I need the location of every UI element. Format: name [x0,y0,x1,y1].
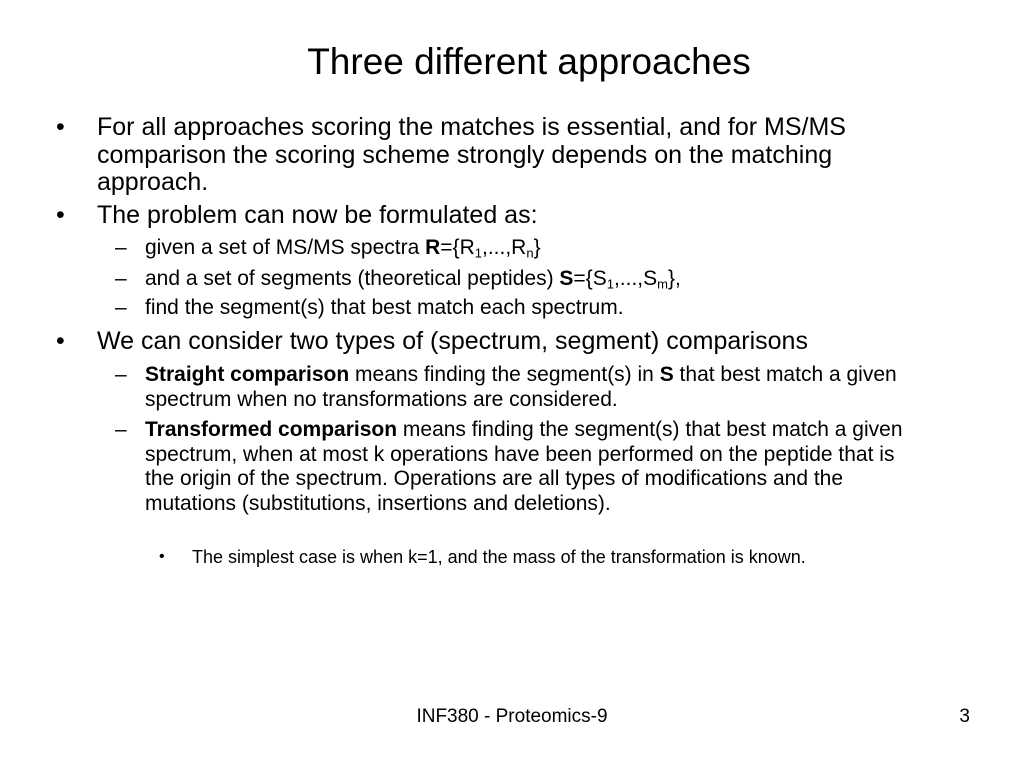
bold-term: Transformed comparison [145,418,398,441]
bold-term: Straight comparison [145,363,350,386]
text: }, [668,267,681,290]
bold-symbol: S [559,267,574,290]
dash-icon: – [115,236,127,259]
subbullet-straight [115,363,925,412]
subbullet-segments [115,267,925,292]
text: that best match a given spectrum when no transformations are considered. [145,363,897,411]
dash-icon: – [115,418,127,441]
subbullet-transformed [115,418,925,516]
text: given a set of MS/MS spectra [145,236,426,259]
subbullet-spectra [115,236,925,261]
text: and a set of segments (theoretical peptides) [145,267,560,290]
page-number: 3 [959,706,970,727]
text: means finding the segment(s) in [349,363,660,386]
bullet-text: For all approaches scoring the matches is essential, and for MS/MS comparison the scoring scheme strongly depends on the matching approach. [97,113,846,196]
subscript: 1 [606,276,614,292]
text: ,...,S [613,267,658,290]
bold-symbol: S [659,363,674,386]
bullet-scoring [56,113,927,197]
bullet-dot-icon: • [56,113,65,141]
dash-icon: – [115,296,127,319]
text: ,...,R [482,236,527,259]
text: find the segment(s) that best match each spectrum. [145,296,624,319]
text: } [533,236,541,259]
bullet-text: We can consider two types of (spectrum, segment) comparisons [97,327,808,355]
text: means finding the segment(s) that best match a given spectrum, when at most k operations have been performed on the peptide that is the origin of the spectrum. Operations are all types of modifications and the mutations (substitutions, insertions and deletions). [145,418,903,515]
bullet-comparisons [56,327,927,356]
text: ={S [573,267,607,290]
bullet-dot-icon: • [56,201,65,229]
text: ={R [440,236,475,259]
subbullet-find [115,296,925,321]
bullet-problem [56,201,927,230]
subscript: m [657,276,668,292]
subsubbullet-simplest [159,546,912,568]
footer-title: INF380 - Proteomics-9 [416,706,608,727]
subscript: n [526,245,534,261]
slide-title: Three different approaches [307,41,751,82]
bullet-dot-icon: • [159,548,165,565]
text: The simplest case is when k=1, and the mass of the transformation is known. [192,547,806,567]
bullet-text: The problem can now be formulated as: [97,201,538,229]
dash-icon: – [115,267,127,290]
dash-icon: – [115,363,127,386]
subscript: 1 [474,245,482,261]
bold-symbol: R [425,236,441,259]
bullet-dot-icon: • [56,327,65,355]
